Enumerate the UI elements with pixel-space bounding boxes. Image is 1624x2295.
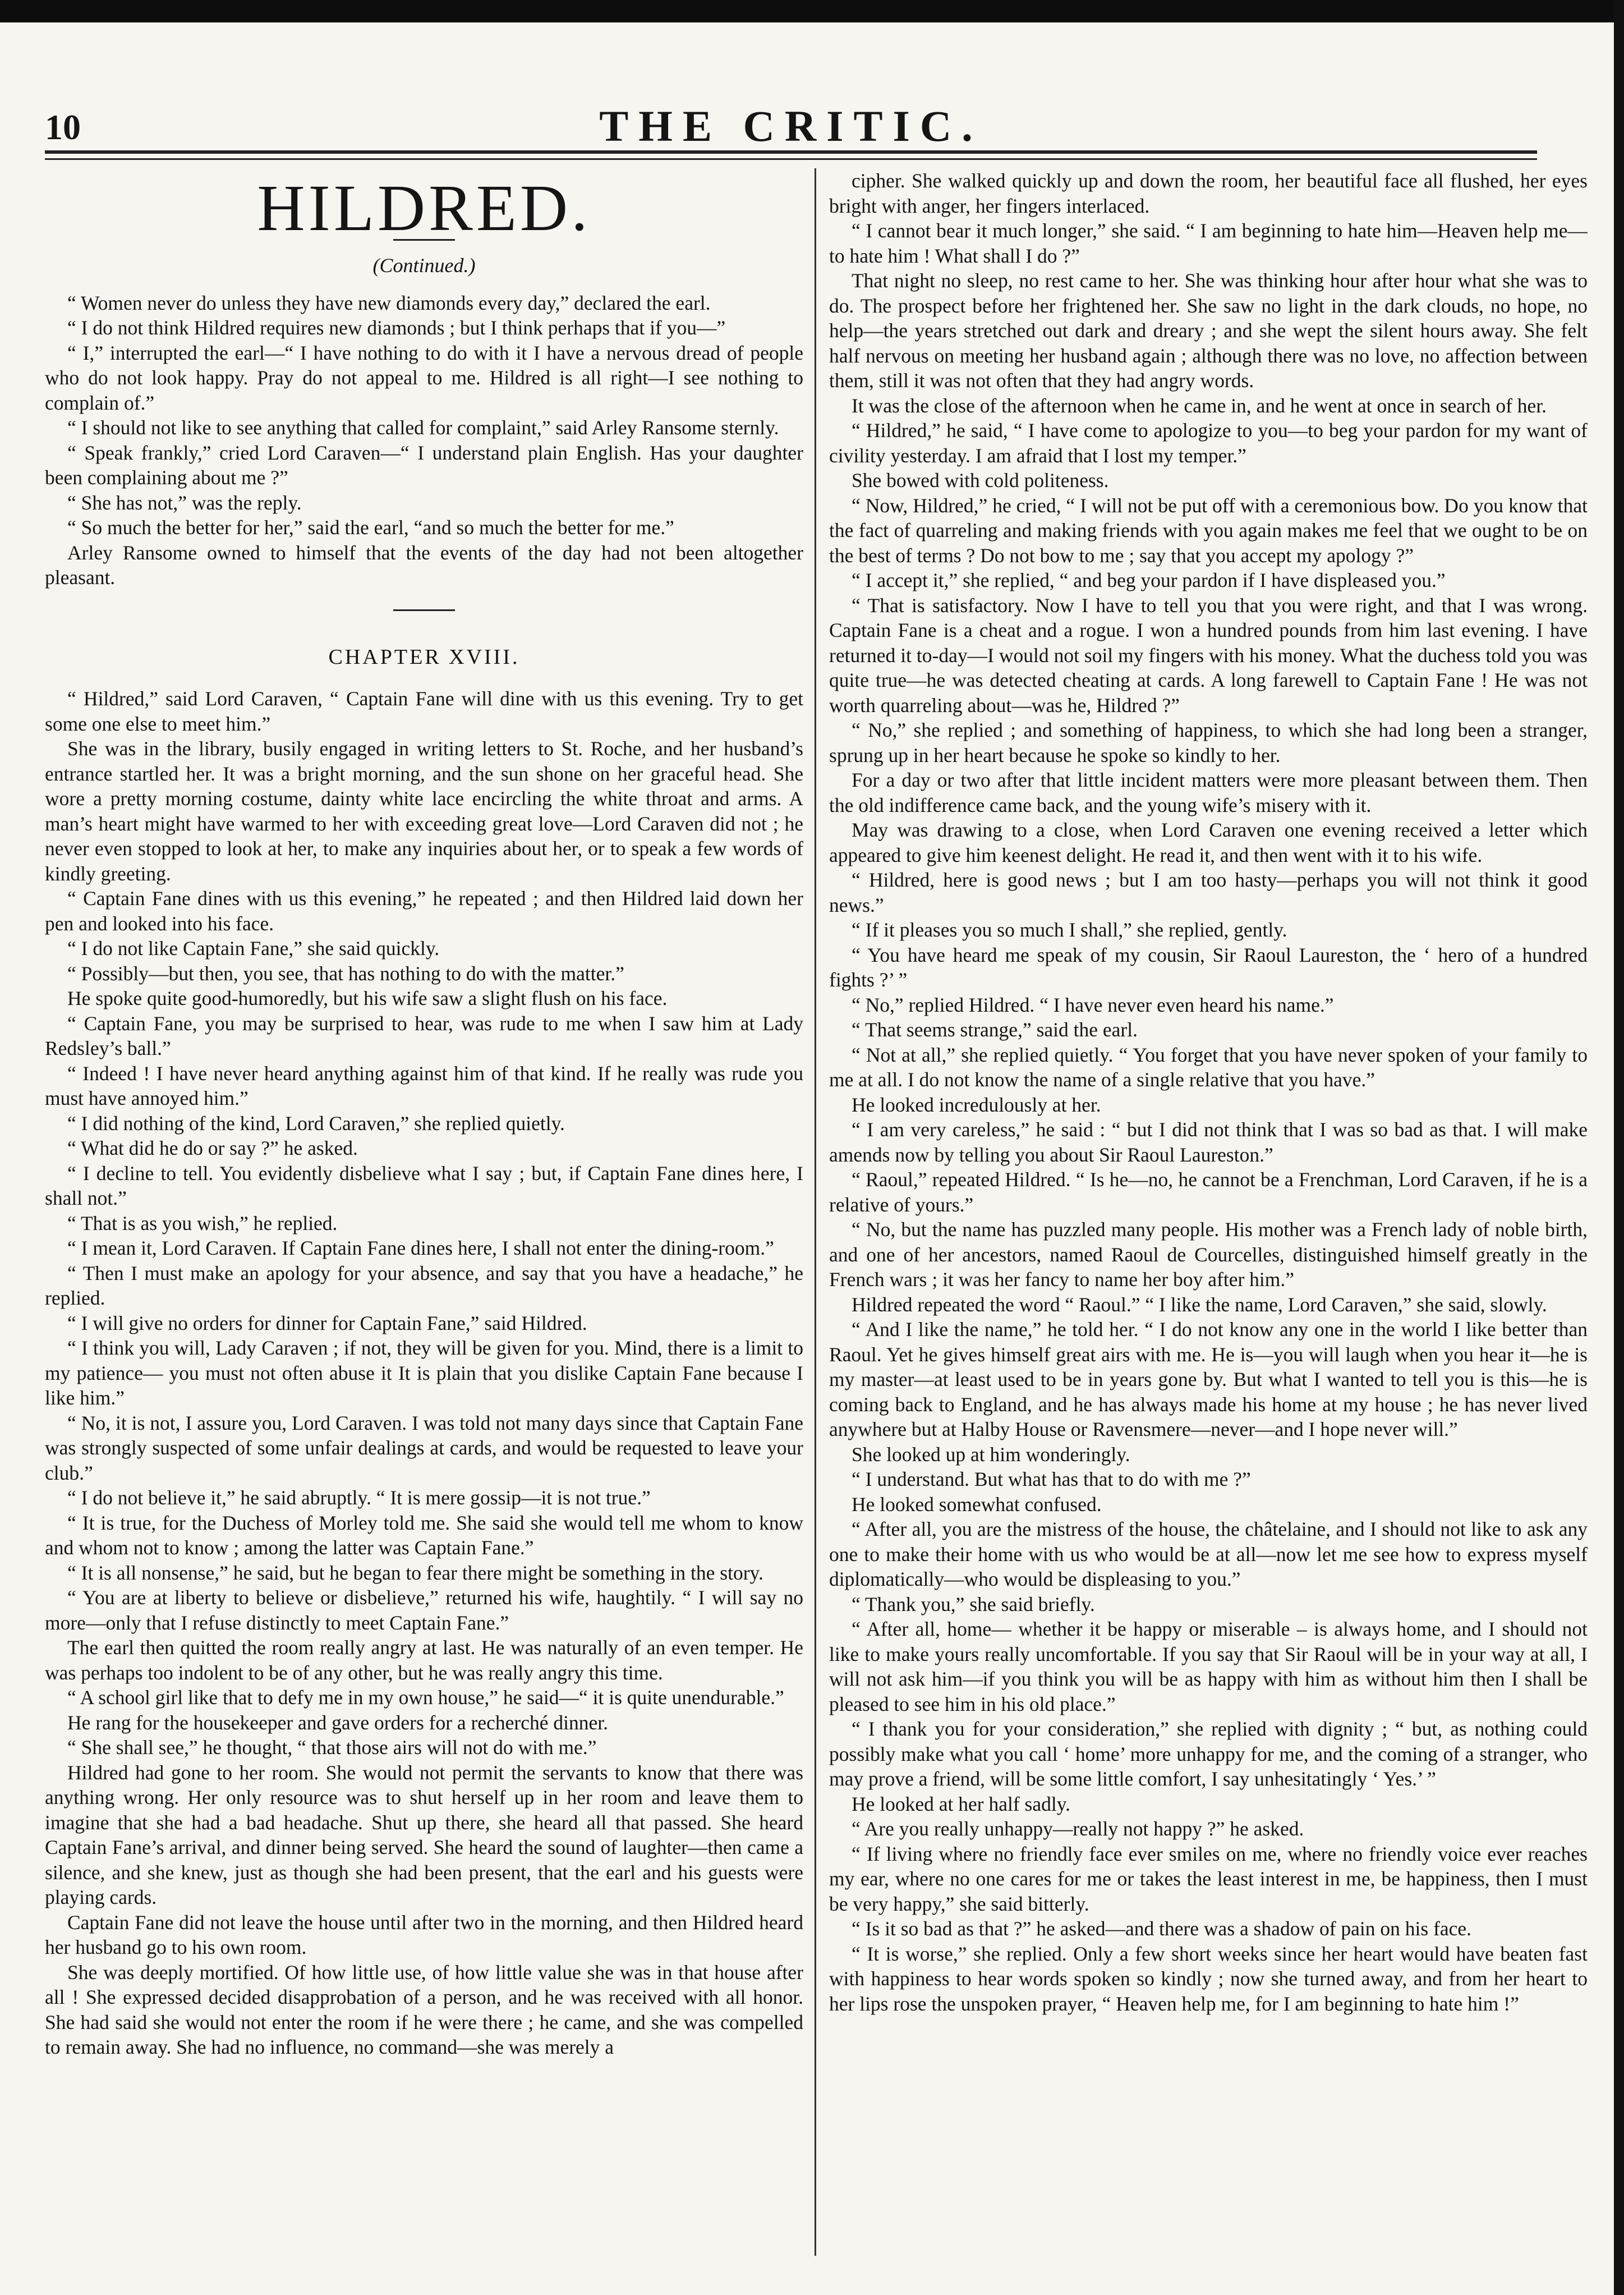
paragraph: “ You are at liberty to believe or disbelieve,” returned his wife, haughtily. “ I will say no more—only that I refuse distinctly to meet Captain Fane.” bbox=[45, 1586, 803, 1634]
paper-title: THE CRITIC. bbox=[599, 102, 983, 150]
paragraph: “ What did he do or say ?” he asked. bbox=[67, 1137, 358, 1159]
paragraph: “ Raoul,” repeated Hildred. “ Is he—no, he cannot be a Frenchman, Lord Caraven, if he is a relative of yours.” bbox=[829, 1168, 1588, 1216]
paragraph: “ Is it so bad as that ?” he asked—and there was a shadow of pain on his face. bbox=[852, 1917, 1472, 1940]
section-rule bbox=[393, 609, 455, 611]
paragraph: For a day or two after that little incident matters were more pleasant between them. Then the old indifference came back, and the young wife’s misery with it. bbox=[829, 769, 1588, 816]
paragraph: “ I,” interrupted the earl—“ I have nothing to do with it I have a nervous dread of people who do not look happy. Pray do not appeal to me. Hildred is all right—I see nothing to complain of.” bbox=[45, 341, 803, 414]
paragraph: “ Captain Fane, you may be surprised to hear, was rude to me when I saw him at Lady Redsley’s ball.” bbox=[45, 1012, 803, 1059]
paragraph: “ I think you will, Lady Caraven ; if not, they will be given for you. Mind, there is a limit to my patience— you must not often abuse it It is plain that you dislike Captain Fane because I like him.” bbox=[45, 1337, 803, 1409]
paragraph: “ So much the better for her,” said the earl, “and so much the better for me.” bbox=[67, 516, 674, 539]
paragraph: “ It is all nonsense,” he said, but he began to fear there might be something in the story. bbox=[67, 1561, 763, 1584]
top-border bbox=[0, 0, 1624, 22]
header-rule-thin bbox=[45, 158, 1537, 160]
paragraph: “ I do not believe it,” he said abruptly. “ It is mere gossip—it is not true.” bbox=[67, 1486, 651, 1509]
left-column bbox=[45, 168, 803, 2267]
paragraph: She was deeply mortified. Of how little use, of how little value she was in that house after all ! She expressed decided disapprobation of a person, and he was received with all honor. She had said she would not enter the room if he were there ; he came, and she was compelled to remain away. She had no influence, no command—she was merely a bbox=[45, 1961, 803, 2058]
paragraph: “ It is worse,” she replied. Only a few short weeks since her heart would have beaten fast with happiness to hear words spoken so kindly ; now she turned away, and from her heart to her lips rose the unspoken prayer, “ Heaven help me, for I am beginning to hate him !” bbox=[829, 1942, 1588, 2015]
paragraph: “ Indeed ! I have never heard anything against him of that kind. If he really was rude you must have annoyed him.” bbox=[45, 1062, 803, 1109]
header-rule-thick bbox=[45, 150, 1537, 154]
paragraph: “ Women never do unless they have new diamonds every day,” declared the earl. bbox=[67, 291, 711, 314]
paragraph: May was drawing to a close, when Lord Caraven one evening received a letter which appeared to give him keenest delight. He read it, and then went with it to his wife. bbox=[829, 819, 1588, 866]
paragraph: That night no sleep, no rest came to her. She was thinking hour after hour what she was to do. The prospect before her frightened her. She saw no light in the dark clouds, no hope, no help—the years stretched out dark and dreary ; and she wept the silent hours away. She felt half nervous on meeting her husband again ; although there was no love, no affection between them, still it was not often that they had angry words. bbox=[829, 269, 1588, 392]
paragraph: He rang for the housekeeper and gave orders for a recherché dinner. bbox=[67, 1711, 608, 1734]
paragraph: Hildred repeated the word “ Raoul.” “ I like the name, Lord Caraven,” she said, slowly. bbox=[852, 1293, 1547, 1316]
paragraph: Arley Ransome owned to himself that the events of the day had not been altogether pleasant. bbox=[45, 541, 803, 589]
paragraph: “ If it pleases you so much I shall,” she replied, gently. bbox=[852, 919, 1287, 941]
right-border bbox=[1614, 0, 1624, 2295]
paragraph: “ That is satisfactory. Now I have to tell you that you were right, and that I was wrong. Captain Fane is a cheat and a rogue. I won a hundred pounds from him last evening. I have returned it to-day—I would not soil my fingers with his money. What the duchess told you was quite true—he was detected cheating at cards. A long farewell to Captain Fane ! He was not worth quarreling about—was he, Hildred ?” bbox=[829, 594, 1588, 717]
left-chapter-text bbox=[45, 686, 803, 2060]
paragraph: She was in the library, busily engaged in writing letters to St. Roche, and her husband’s entrance startled her. It was a bright morning, and the sun shone on her graceful head. She wore a pretty morning costume, dainty white lace encircling the white throat and arms. A man’s heart might have warmed to her with exceeding great love—Lord Caraven did not ; he never even stopped to look at her, to make any inquiries about her, or to speak a few words of kindly greeting. bbox=[45, 737, 803, 885]
paragraph: “ I do not like Captain Fane,” she said quickly. bbox=[67, 937, 440, 960]
paragraph: “ No,” she replied ; and something of happiness, to which she had long been a stranger, sprung up in her heart because he spoke so kindly to her. bbox=[829, 719, 1588, 766]
paragraph: “ Then I must make an apology for your absence, and say that you have a headache,” he replied. bbox=[45, 1261, 803, 1309]
paragraph: He looked somewhat confused. bbox=[852, 1493, 1102, 1516]
paragraph: “ You have heard me speak of my cousin, Sir Raoul Laureston, the ‘ hero of a hundred fights ?’ ” bbox=[829, 943, 1588, 991]
paragraph: He spoke quite good-humoredly, but his wife saw a slight flush on his face. bbox=[67, 987, 668, 1009]
paragraph: “ Possibly—but then, you see, that has nothing to do with the matter.” bbox=[67, 962, 624, 985]
paragraph: “ Hildred,” he said, “ I have come to apologize to you—to beg your pardon for my want of civility yesterday. I am afraid that I lost my temper.” bbox=[829, 419, 1588, 467]
story-title: HILDRED. bbox=[257, 171, 591, 245]
paragraph: “ No, but the name has puzzled many people. His mother was a French lady of noble birth, and one of her ancestors, named Raoul de Courcelles, distinguished himself greatly in the French wars ; it was her fancy to name her boy after him.” bbox=[829, 1218, 1588, 1291]
paragraph: Hildred had gone to her room. She would not permit the servants to know that there was anything wrong. Her only resource was to shut herself up in her room and leave them to imagine that she had a bad headache. Shut up there, she heard all that passed. She heard Captain Fane’s arrival, and dinner being served. She heard the sound of laughter—then came a silence, and she knew, just as though she had been present, that the earl and his guests were playing cards. bbox=[45, 1761, 803, 1908]
paragraph: It was the close of the afternoon when he came in, and he went at once in search of her. bbox=[852, 394, 1547, 417]
paragraph: “ Not at all,” she replied quietly. “ You forget that you have never spoken of your family to me at all. I do not know the name of a single relative that you have.” bbox=[829, 1043, 1588, 1091]
paragraph: “ And I like the name,” he told her. “ I do not know any one in the world I like better than Raoul. Yet he gives himself great airs with me. He is—you will laugh when you hear it—he is my master—at least used to be in years gone by. But what I wanted to tell you is this—he is coming back to England, and he has always made his home at my house ; he has never lived anywhere but at Halby House or Ravensmere—never—and I hope never will.” bbox=[829, 1318, 1588, 1440]
left-intro-text bbox=[45, 291, 803, 590]
paragraph: She bowed with cold politeness. bbox=[852, 469, 1109, 492]
paragraph: He looked at her half sadly. bbox=[852, 1792, 1071, 1815]
continued-note: (Continued.) bbox=[372, 254, 476, 277]
paragraph: “ That seems strange,” said the earl. bbox=[852, 1018, 1138, 1041]
paragraph: “ I should not like to see anything that called for complaint,” said Arley Ransome sternly. bbox=[67, 416, 779, 439]
paragraph: He looked incredulously at her. bbox=[852, 1093, 1101, 1116]
paragraph: The earl then quitted the room really angry at last. He was naturally of an even temper. He was perhaps too indolent to be of any other, but he was really angry this time. bbox=[45, 1636, 803, 1684]
paragraph: “ I decline to tell. You evidently disbelieve what I say ; but, if Captain Fane dines here, I shall not.” bbox=[45, 1162, 803, 1209]
paragraph: “ I accept it,” she replied, “ and beg your pardon if I have displeased you.” bbox=[852, 569, 1446, 591]
paragraph: “ That is as you wish,” he replied. bbox=[67, 1211, 338, 1234]
paragraph: “ After all, you are the mistress of the house, the châtelaine, and I should not like to ask any one to make their home with us who would be at all—now let me see how to express myself diplomatically—who would be displeasing to you.” bbox=[829, 1518, 1588, 1590]
paragraph: “ I do not think Hildred requires new diamonds ; but I think perhaps that if you—” bbox=[67, 316, 726, 339]
paragraph: “ No, it is not, I assure you, Lord Caraven. I was told not many days since that Captain Fane was strongly suspected of some unfair dealings at cards, and would be requested to leave your club.” bbox=[45, 1411, 803, 1484]
paragraph: “ Are you really unhappy—really not happy ?” he asked. bbox=[852, 1817, 1304, 1840]
paragraph: “ It is true, for the Duchess of Morley told me. She said she would tell me whom to know and whom not to know ; among the latter was Captain Fane.” bbox=[45, 1511, 803, 1559]
paragraph: “ I thank you for your consideration,” she replied with dignity ; “ but, as nothing could possibly make what you call ‘ home’ more unhappy for me, and the coming of a stranger, who may prove a friend, will be some little comfort, I say unhesitatingly ‘ Yes.’ ” bbox=[829, 1718, 1588, 1790]
paragraph: “ Speak frankly,” cried Lord Caraven—“ I understand plain English. Has your daughter been complaining about me ?” bbox=[45, 441, 803, 489]
paragraph: “ Thank you,” she said briefly. bbox=[852, 1592, 1095, 1615]
paragraph: She looked up at him wonderingly. bbox=[852, 1443, 1130, 1466]
paragraph: Captain Fane did not leave the house until after two in the morning, and then Hildred heard her husband go to his own room. bbox=[45, 1911, 803, 1958]
chapter-heading: CHAPTER XVIII. bbox=[328, 645, 520, 669]
right-column bbox=[829, 168, 1588, 2267]
paragraph: “ A school girl like that to defy me in my own house,” he said—“ it is quite unendurable.” bbox=[67, 1686, 784, 1709]
paragraph: “ I mean it, Lord Caraven. If Captain Fane dines here, I shall not enter the dining-room.” bbox=[67, 1237, 774, 1259]
paragraph: “ Hildred,” said Lord Caraven, “ Captain Fane will dine with us this evening. Try to get some one else to meet him.” bbox=[45, 687, 803, 735]
paragraph: “ I am very careless,” he said : “ but I did not think that I was so bad as that. I will make amends now by telling you about Sir Raoul Laureston.” bbox=[829, 1118, 1588, 1166]
paragraph: “ Now, Hildred,” he cried, “ I will not be put off with a ceremonious bow. Do you know that the fact of quarreling and making friends with you again makes me feel that we ought to be on the best of terms ? Do not bow to me ; say that you accept my apology ?” bbox=[829, 494, 1588, 567]
paragraph: “ She has not,” was the reply. bbox=[67, 491, 302, 514]
page-number: 10 bbox=[45, 107, 81, 147]
paragraph: “ I cannot bear it much longer,” she said. “ I am beginning to hate him—Heaven help me—to hate him ! What shall I do ?” bbox=[829, 219, 1588, 267]
paragraph: “ After all, home— whether it be happy or miserable – is always home, and I should not like to make yours really uncomfortable. If you say that Sir Raoul will be in your way at all, I will not ask him—if you think you will be as happy with him as without him then I shall be pleased to see him in his old place.” bbox=[829, 1618, 1588, 1715]
paragraph: “ I did nothing of the kind, Lord Caraven,” she replied quietly. bbox=[67, 1112, 565, 1135]
column-divider bbox=[815, 168, 816, 2256]
paragraph: “ I will give no orders for dinner for Captain Fane,” said Hildred. bbox=[67, 1311, 587, 1334]
paragraph: cipher. She walked quickly up and down the room, her beautiful face all flushed, her eyes bright with anger, her fingers interlaced. bbox=[829, 169, 1588, 217]
paragraph: “ She shall see,” he thought, “ that those airs will not do with me.” bbox=[67, 1736, 597, 1759]
paragraph: “ I understand. But what has that to do with me ?” bbox=[852, 1468, 1251, 1490]
paragraph: “ If living where no friendly face ever smiles on me, where no friendly voice ever reaches my ear, where no one cares for me or takes the least interest in me, be happiness, then I must be very happy,” she said bitterly. bbox=[829, 1842, 1588, 1915]
paragraph: “ No,” replied Hildred. “ I have never even heard his name.” bbox=[852, 993, 1334, 1016]
right-column-text bbox=[829, 168, 1588, 2016]
paragraph: “ Hildred, here is good news ; but I am too hasty—perhaps you will not think it good news.” bbox=[829, 869, 1588, 916]
paragraph: “ Captain Fane dines with us this evening,” he repeated ; and then Hildred laid down her pen and looked into his face. bbox=[45, 887, 803, 935]
